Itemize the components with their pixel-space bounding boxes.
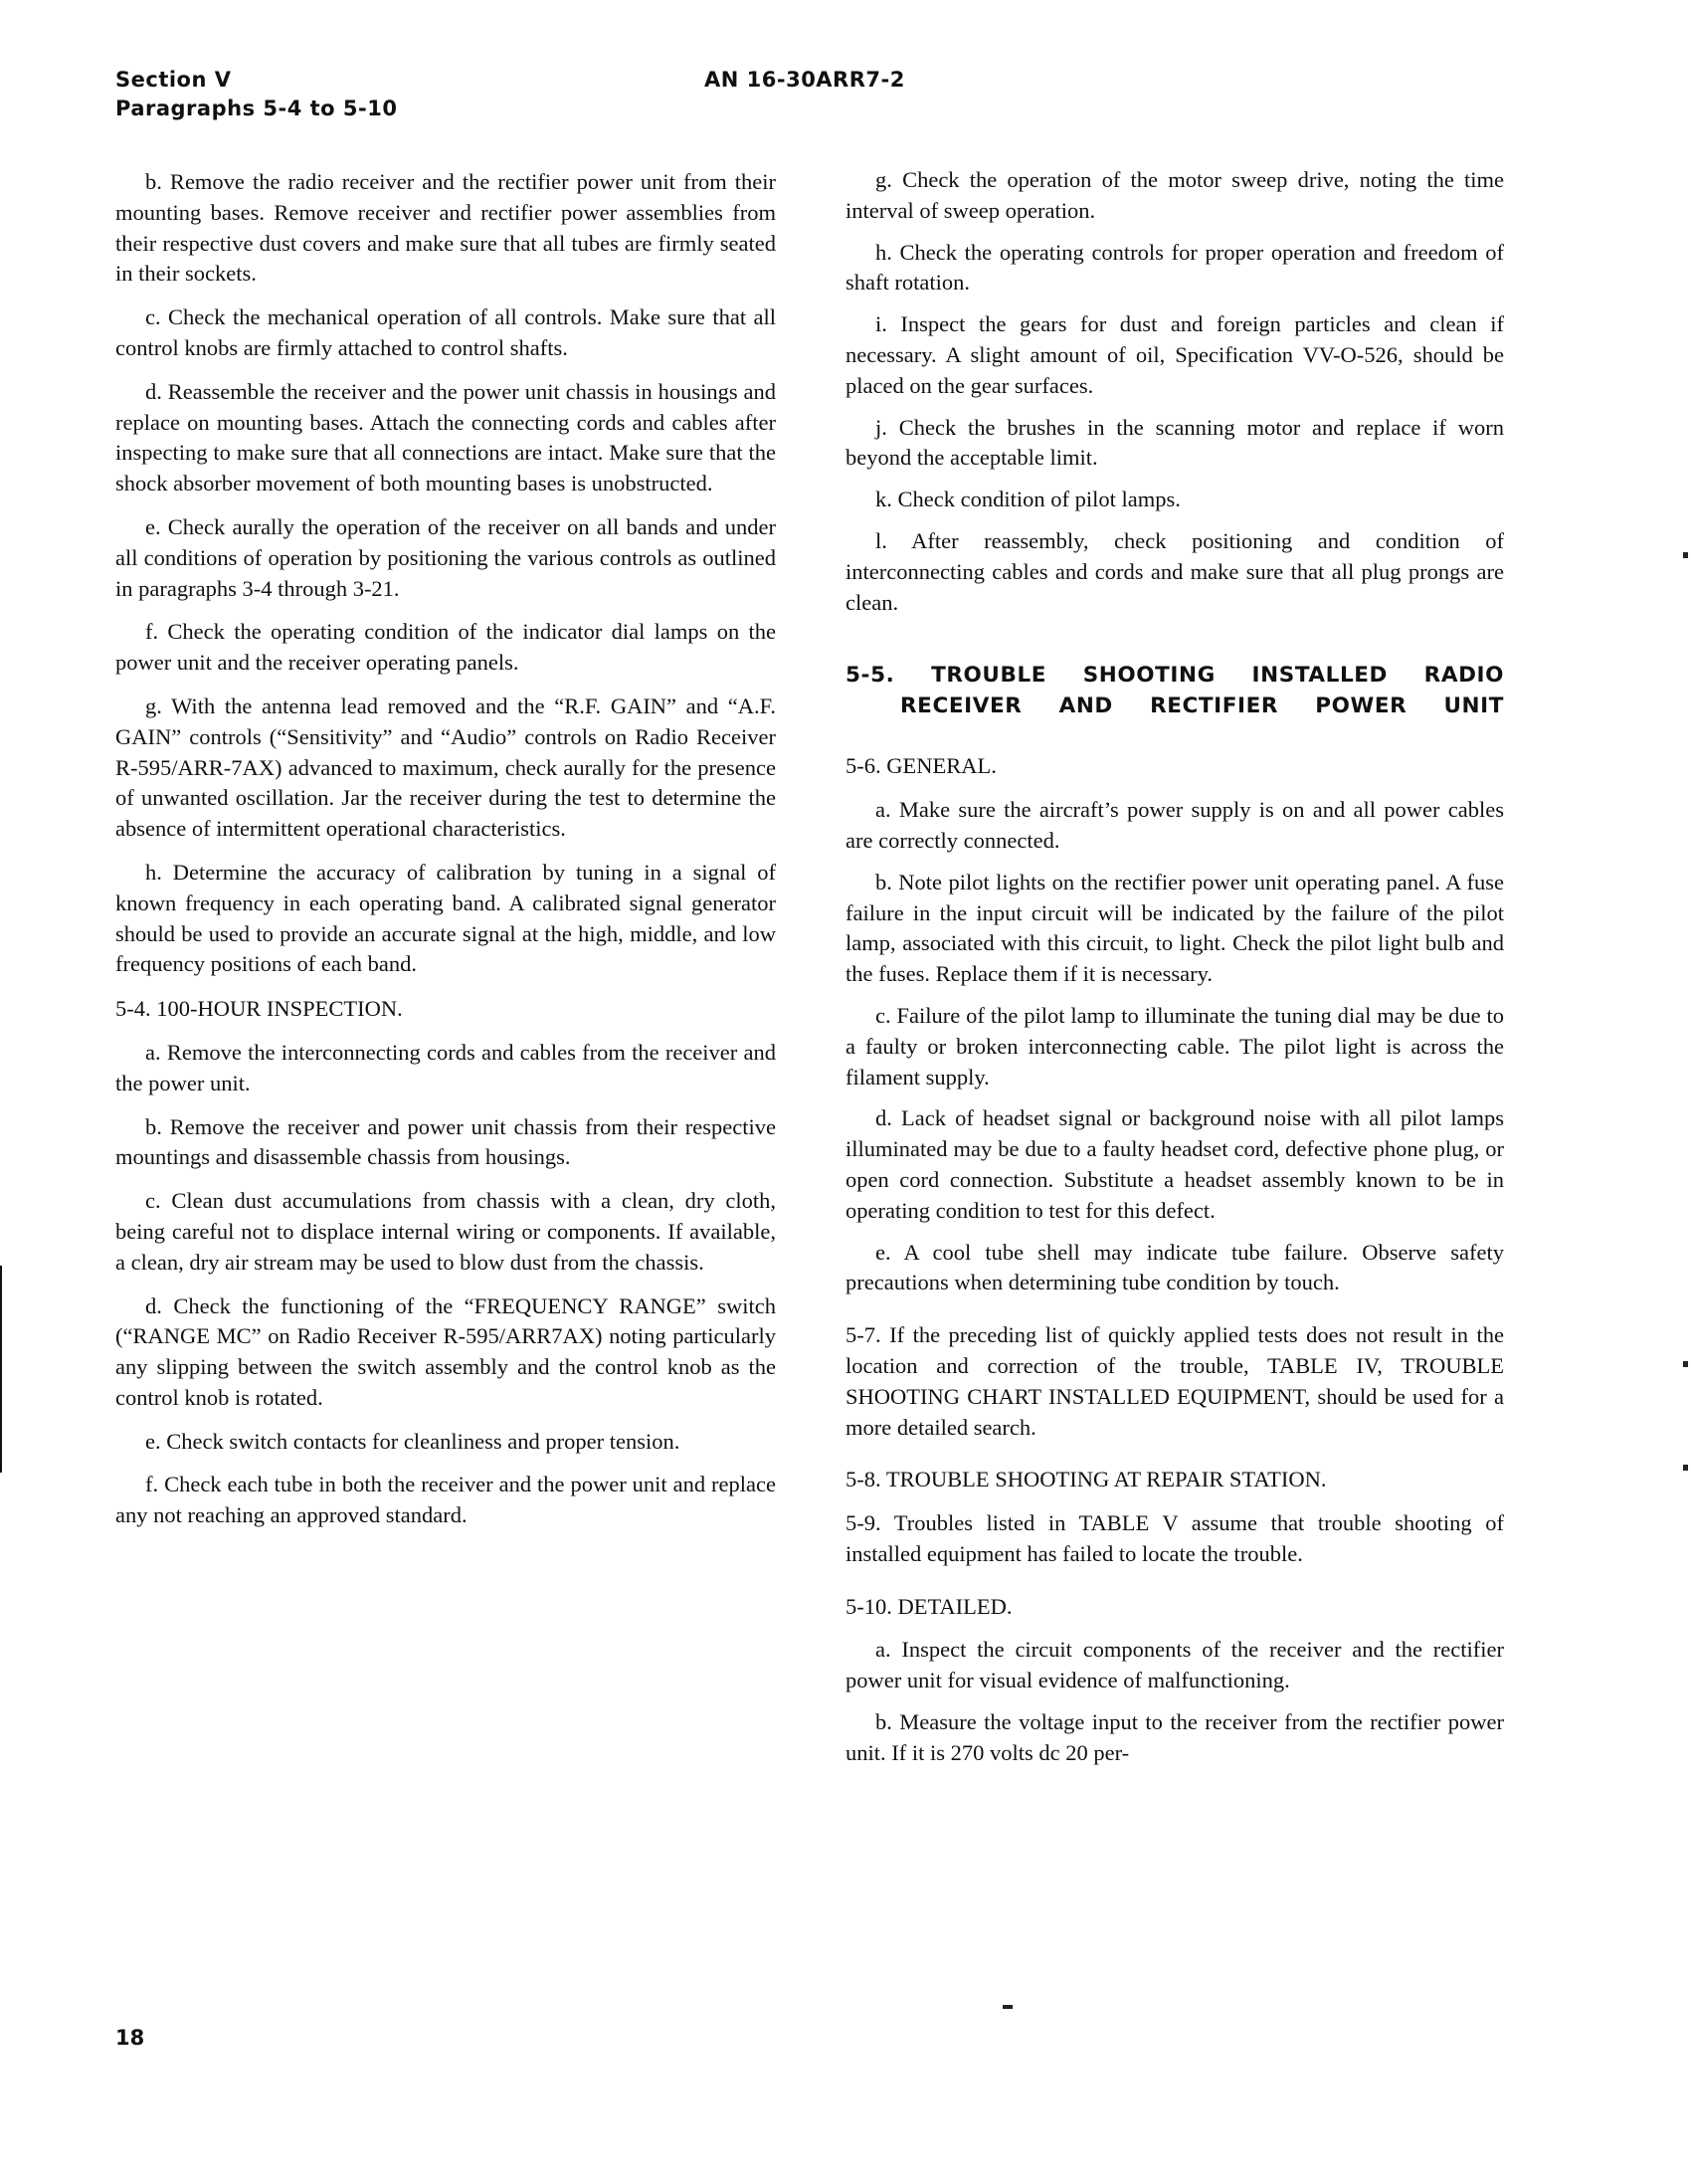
scan-speck — [1683, 552, 1688, 558]
paragraph-item: c. Failure of the pilot lamp to illuminate the tuning dial may be due to a faulty or broken interconnecting cable. The pilot light is across the filament supply. — [846, 1002, 1504, 1090]
heading-line: 5-5. TROUBLE SHOOTING INSTALLED RADIO — [846, 663, 1504, 689]
scan-speck — [1683, 1361, 1688, 1367]
scan-speck — [1683, 1465, 1688, 1471]
section-label: Section V — [115, 68, 232, 92]
section-heading-5-8: 5-8. TROUBLE SHOOTING AT REPAIR STATION. — [846, 1467, 1327, 1492]
scan-margin-rule — [0, 1266, 2, 1473]
section-heading-5-6: 5-6. GENERAL. — [846, 753, 997, 779]
paragraph-item: f. Check the operating condition of the indicator dial lamps on the power unit and the receiver operating panels. — [115, 619, 776, 676]
paragraph-item: e. Check switch contacts for cleanliness and proper tension. — [145, 1428, 680, 1454]
paragraph-item: d. Lack of headset signal or background noise with all pilot lamps illuminated may be due to a faulty headset cord, defective phone plug, or open cord connection. Substitute a headset assembly known to be in operating condition to test for this defect. — [846, 1105, 1504, 1223]
paragraph-item: g. With the antenna lead removed and the “R.F. GAIN” and “A.F. GAIN” controls (“Sensitivity” and “Audio” controls on Radio Receiver R-595/ARR-7AX) advanced to maximum, check aurally for the presence of unwanted oscillation. Jar the receiver during the test to determine the absence of intermittent operational characteristics. — [115, 693, 776, 842]
paragraph-item: k. Check condition of pilot lamps. — [875, 487, 1181, 512]
heading-line: RECEIVER AND RECTIFIER POWER UNIT — [900, 694, 1504, 719]
scan-speck — [1003, 2005, 1013, 2009]
running-header-left — [115, 66, 397, 123]
paragraph-range: Paragraphs 5-4 to 5-10 — [115, 97, 398, 120]
paragraph-item: h. Check the operating controls for proper operation and freedom of shaft rotation. — [846, 239, 1504, 296]
paragraph-5-7: 5-7. If the preceding list of quickly applied tests does not result in the location and correction of the trouble, TABLE IV, TROUBLE SHOOTING CHART INSTALLED EQUIPMENT, should be used for a more detailed search. — [846, 1322, 1504, 1440]
paragraph-item: e. A cool tube shell may indicate tube failure. Observe safety precautions when determining tube condition by touch. — [846, 1239, 1504, 1295]
section-heading-5-4: 5-4. 100-HOUR INSPECTION. — [115, 996, 403, 1022]
paragraph-item: g. Check the operation of the motor sweep drive, noting the time interval of sweep operation. — [846, 167, 1504, 223]
paragraph-item: b. Remove the receiver and power unit chassis from their respective mountings and disassemble chassis from housings. — [115, 1113, 776, 1170]
paragraph-item: j. Check the brushes in the scanning motor and replace if worn beyond the acceptable limit. — [846, 414, 1504, 471]
paragraph-item: b. Note pilot lights on the rectifier power unit operating panel. A fuse failure in the input circuit will be indicated by the failure of the pilot lamp, associated with this circuit, to light. Check the pilot light bulb and the fuses. Replace them if it is necessary. — [846, 869, 1504, 987]
paragraph-item: i. Inspect the gears for dust and foreign particles and clean if necessary. A slight amount of oil, Specification VV-O-526, should be placed on the gear surfaces. — [846, 311, 1504, 398]
section-heading-5-10: 5-10. DETAILED. — [846, 1593, 1013, 1619]
paragraph-5-9: 5-9. Troubles listed in TABLE V assume that trouble shooting of installed equipment has failed to locate the trouble. — [846, 1510, 1504, 1566]
document-number: AN 16-30ARR7-2 — [704, 68, 905, 92]
paragraph-item: a. Inspect the circuit components of the receiver and the rectifier power unit for visual evidence of malfunctioning. — [846, 1637, 1504, 1693]
paragraph-item: c. Clean dust accumulations from chassis with a clean, dry cloth, being careful not to displace internal wiring or components. If available, a clean, dry air stream may be used to blow dust from the chassis. — [115, 1188, 776, 1275]
paragraph-item: b. Remove the radio receiver and the rectifier power unit from their mounting bases. Remove receiver and rectifier power assemblies from their respective dust covers and make sure that all tubes are firmly seated in their sockets. — [115, 169, 776, 287]
paragraph-item: a. Remove the interconnecting cords and cables from the receiver and the power unit. — [115, 1039, 776, 1095]
paragraph-item: a. Make sure the aircraft’s power supply is on and all power cables are correctly connected. — [846, 797, 1504, 853]
paragraph-item: h. Determine the accuracy of calibration by tuning in a signal of known frequency in each operating band. A calibrated signal generator should be used to provide an accurate signal at the high, middle, and low frequency positions of each band. — [115, 859, 776, 977]
page-number: 18 — [115, 2026, 145, 2050]
paragraph-item: l. After reassembly, check positioning and condition of interconnecting cables and cords and make sure that all plug prongs are clean. — [846, 527, 1504, 615]
paragraph-item: d. Reassemble the receiver and the power unit chassis in housings and replace on mounting bases. Attach the connecting cords and cables after inspecting to make sure that all connections are intact. Make sure that the shock absorber movement of both mounting bases is unobstructed. — [115, 378, 776, 496]
right-column — [846, 165, 1504, 1780]
left-column — [115, 167, 776, 1544]
paragraph-item: d. Check the functioning of the “FREQUENCY RANGE” switch (“RANGE MC” on Radio Receiver R-595/ARR7AX) noting particularly any slipping between the switch assembly and the control knob as the control knob is rotated. — [115, 1292, 776, 1410]
paragraph-item: b. Measure the voltage input to the receiver from the rectifier power unit. If it is 270 volts dc 20 per- — [846, 1709, 1504, 1765]
paragraph-item: e. Check aurally the operation of the receiver on all bands and under all conditions of operation by positioning the various controls as outlined in paragraphs 3-4 through 3-21. — [115, 513, 776, 601]
paragraph-item: c. Check the mechanical operation of all controls. Make sure that all control knobs are firmly attached to control shafts. — [115, 304, 776, 360]
section-heading-5-5 — [846, 660, 1504, 721]
paragraph-item: f. Check each tube in both the receiver and the power unit and replace any not reaching an approved standard. — [115, 1472, 776, 1528]
